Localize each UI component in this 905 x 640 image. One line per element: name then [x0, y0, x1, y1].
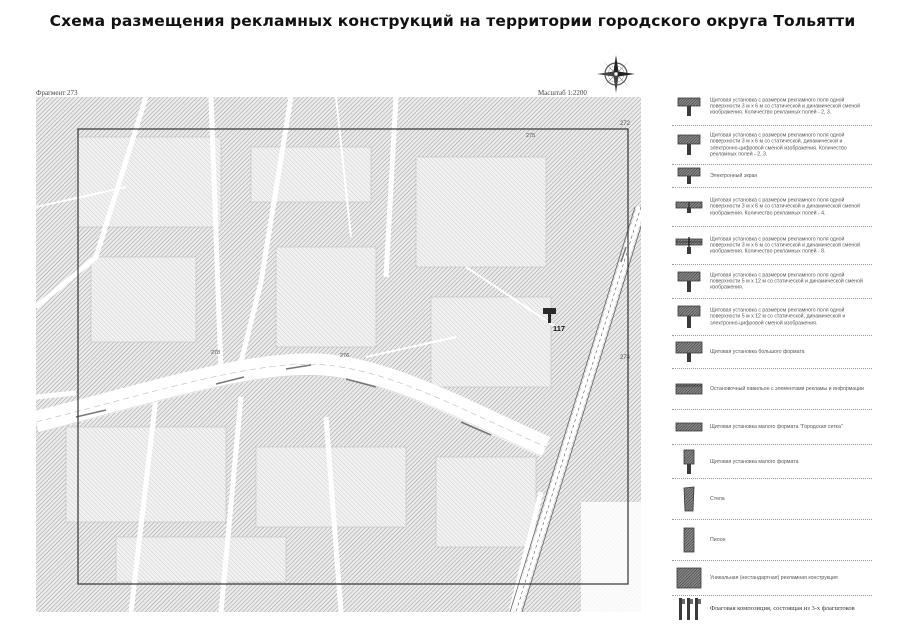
billboard-3x6-four-fields-icon — [674, 188, 704, 226]
city-format-billboard-icon — [674, 410, 704, 444]
billboard-5x12-digital-icon — [674, 299, 704, 335]
legend-item-label: Стела — [710, 495, 725, 502]
legend-item-label: Щитовая установка с размером рекламного поля одной поверхности 3 м х 6 м со статической и динамической сменой изображения. Количество рекламных полей - 2, 3. — [710, 97, 861, 116]
legend-item-label: Щитовая установка с размером рекламного поля одной поверхности 3 м х 6 м со статической и динамической сменой изображения. Количество рекламных полей - 4. — [710, 197, 861, 217]
billboard-3x6-eight-fields-icon — [674, 227, 704, 264]
marker-number: 117 — [553, 324, 566, 333]
legend-item-label: Пилон — [710, 536, 726, 543]
pavilion-icon — [674, 369, 704, 409]
electronic-screen-icon — [674, 165, 704, 187]
legend-item — [672, 165, 872, 188]
compass-rose-icon — [596, 54, 636, 94]
road-label: 278 — [211, 350, 221, 356]
large-format-billboard-icon — [674, 336, 704, 368]
map-fragment[interactable] — [36, 97, 641, 612]
legend-item-label: Остановочный павильон с элементами рекламы и информации — [710, 385, 864, 392]
legend-item-label: Щитовая установка с размером рекламного поля одной поверхности 3 м х 6 м со статической и динамической сменой изображения. Количество рекламных полей - 8. — [710, 236, 861, 255]
flag-composition-icon — [674, 596, 704, 622]
legend-item-label: Флаговая композиция, состоящая из 3-х флагштоков — [710, 605, 855, 612]
billboard-3x6-digital-icon — [674, 126, 704, 164]
edge-code: 274 — [620, 355, 631, 361]
legend-item — [672, 445, 872, 479]
legend-item — [672, 520, 872, 561]
legend-item — [672, 479, 872, 520]
billboard-3x6-static-dynamic-icon — [674, 88, 704, 125]
legend-item-label: Щитовая установка большого формата — [710, 348, 805, 355]
stela-icon — [674, 479, 704, 519]
unique-structure-icon — [674, 561, 704, 595]
legend — [672, 88, 872, 618]
legend-item — [672, 299, 872, 336]
billboard-5x12-static-dynamic-icon — [674, 265, 704, 298]
legend-item-label: Щитовая установка с размером рекламного поля одной поверхности 3 м х 6 м со статической, динамической и электронно-цифровой сменой изображения. Количество рекламных полей - 2, 3. — [710, 132, 847, 158]
legend-item — [672, 336, 872, 369]
page-title: Схема размещения рекламных конструкций на территории городского округа Тольятти — [49, 12, 856, 30]
legend-item — [672, 561, 872, 596]
legend-item — [672, 227, 872, 265]
fragment-label: Фрагмент 273 — [36, 89, 78, 97]
road-label: 275 — [526, 133, 536, 139]
legend-item — [672, 188, 872, 227]
legend-item — [672, 88, 872, 126]
legend-item — [672, 596, 872, 622]
legend-item — [672, 126, 872, 165]
legend-item — [672, 410, 872, 445]
legend-item-label: Щитовая установка малого формата "Городская сетка" — [710, 423, 843, 430]
scale-label: Масштаб 1:2200 — [538, 89, 587, 97]
legend-item-label: Щитовая установка малого формата — [710, 458, 799, 465]
legend-item — [672, 369, 872, 410]
legend-item — [672, 265, 872, 299]
road-label: 276 — [340, 353, 350, 359]
legend-item-label: Электронный экран — [710, 172, 758, 179]
legend-item-label: Щитовая установка с размером рекламного поля одной поверхности 5 м х 12 м со статической и динамической сменой изображения. — [710, 272, 863, 291]
corner-code: 272 — [620, 121, 631, 127]
legend-item-label: Уникальная (нестандартная) рекламная конструкция — [710, 574, 838, 581]
small-format-billboard-icon — [674, 445, 704, 478]
pylon-icon — [674, 520, 704, 560]
legend-item-label: Щитовая установка с размером рекламного поля одной поверхности 5 м х 12 м со статической, динамической и электронно-цифровой сменой изображения. — [710, 307, 846, 327]
open-area — [581, 502, 641, 612]
